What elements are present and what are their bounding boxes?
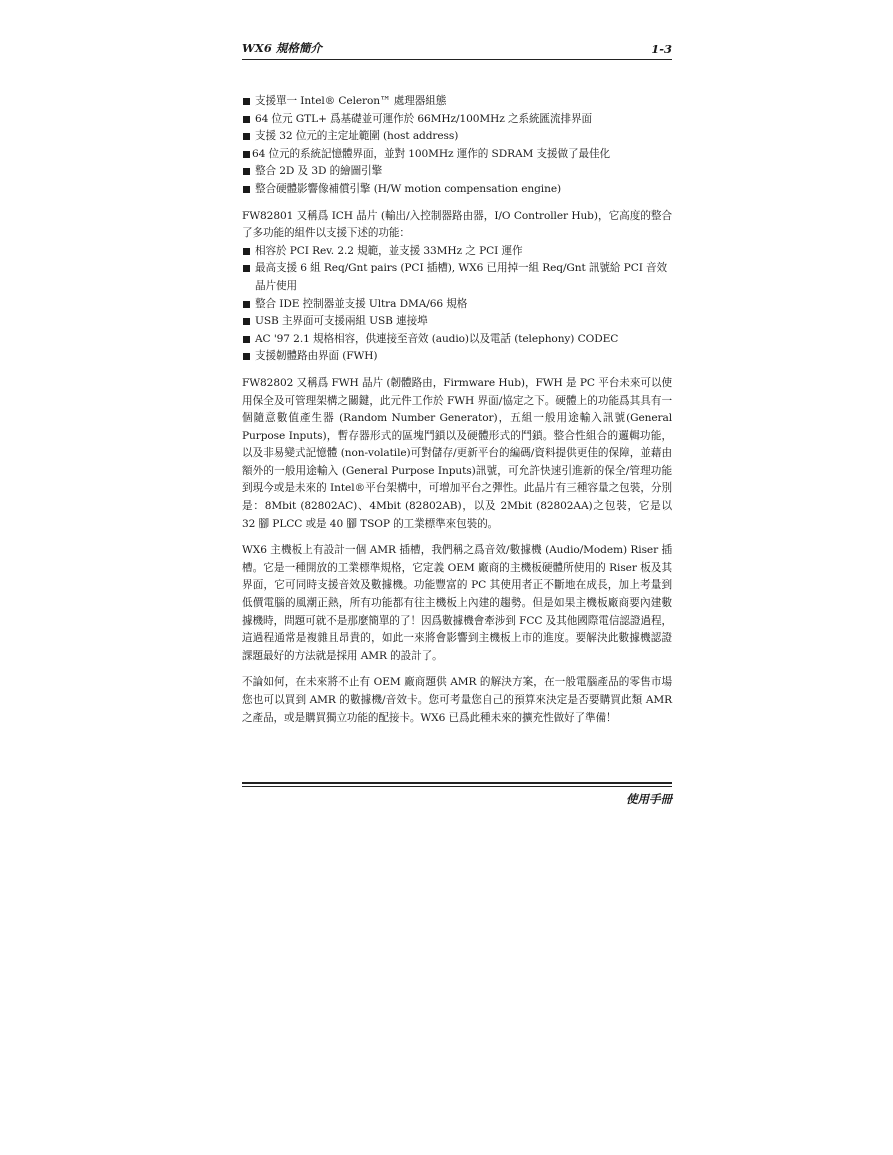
footer-label: 使用手冊 [626, 792, 672, 806]
list-item: 最高支援 6 組 Req/Gnt pairs (PCI 插槽), WX6 已用掉一組 Req/Gnt 訊號給 PCI 音效晶片使用 [242, 260, 672, 295]
list-item: 支援單一 Intel® Celeron™ 處理器組態 [242, 93, 672, 111]
feature-list-chipset [242, 93, 672, 199]
paragraph-fwh: FW82802 又稱爲 FWH 晶片 (韌體路由，Firmware Hub)，FWH 是 PC 平台未來可以使用保全及可管理架構之關鍵，此元件工作於 FWH 界面/協定之下。硬體上的功能爲其具有一個隨意數值產生器 (Random Number Generator)，五組一般用途輸入訊號(General Purpose Inputs)，暫存器形式的區塊鬥鎖以及硬體形式的鬥鎖。整合性組合的邏輯功能，以及非易變式記憶體 (non-volatile)可對儲存/更新平台的編碼/資料提供更佳的保障，並藉由額外的一般用途輸入 (General Purpose Inputs)訊號，可允許快速引進新的保全/管理功能到現今或是未來的 Intel®平台架構中，可增加平台之彈性。此晶片有三種容量之包裝，分別是：8Mbit (82802AC)、4Mbit (82802AB)，以及 2Mbit (82802AA)之包裝，它是以 32 腳 PLCC 或是 40 腳 TSOP 的工業標準來包裝的。 [242, 376, 672, 530]
feature-list-ich [242, 243, 672, 366]
list-item: 支援 32 位元的主定址範圍 (host address) [242, 128, 672, 146]
list-item: 支援韌體路由界面 (FWH) [242, 348, 672, 366]
list-item: 整合硬體影響像補償引擎 (H/W motion compensation engine) [242, 181, 672, 199]
paragraph-amr: WX6 主機板上有設計一個 AMR 插槽，我們稱之爲音效/數據機 (Audio/Modem) Riser 插槽。它是一種開放的工業標準規格，它定義 OEM 廠商的主機板硬體所使用的 Riser 板及其界面，它可同時支援音效及數據機。功能豐富的 PC 其使用者正不斷地在成長，加上考量到低價電腦的風潮正熱，所有功能都有往主機板上內建的趨勢。但是如果主機板廠商要內建數據機時，問題可就不是那麼簡單的了！因爲數據機會牽涉到 FCC 及其他國際電信認證過程，這過程通常是複雜且昂貴的，如此一來將會影響到主機板上市的進度。要解決此數據機認證課題最好的方法就是採用 AMR 的設計了。 [242, 544, 672, 662]
list-item: 整合 IDE 控制器並支援 Ultra DMA/66 規格 [242, 296, 672, 314]
footer-rule-thin [242, 786, 672, 787]
list-item: 64 位元 GTL+ 爲基礎並可運作於 66MHz/100MHz 之系統匯流排界面 [242, 111, 672, 129]
paragraph-ich-intro: FW82801 又稱爲 ICH 晶片 (輸出/入控制器路由器，I/O Controller Hub)，它高度的整合了多功能的組件以支援下述的功能： [242, 209, 672, 240]
footer-rule [242, 782, 672, 784]
paragraph-amr-market: 不論如何，在未來將不止有 OEM 廠商題供 AMR 的解決方案，在一般電腦產品的零售市場您也可以買到 AMR 的數據機/音效卡。您可考量您自己的預算來決定是否要購買此類 AMR 之產品，或是購買獨立功能的配接卡。WX6 已爲此種未來的擴充性做好了準備！ [242, 676, 672, 724]
list-item: 整合 2D 及 3D 的繪圖引擎 [242, 163, 672, 181]
header-title: WX6 規格簡介 [242, 41, 322, 55]
list-item: AC '97 2.1 規格相容，供連接至音效 (audio)以及電話 (telephony) CODEC [242, 331, 672, 349]
list-item: 64 位元的系統記憶體界面，並對 100MHz 運作的 SDRAM 支援做了最佳化 [242, 146, 672, 164]
page-header [242, 40, 672, 60]
header-page-number: 1-3 [651, 42, 672, 56]
page-content [242, 93, 672, 727]
list-item: USB 主界面可支援兩組 USB 連接埠 [242, 313, 672, 331]
page-footer [242, 782, 672, 807]
list-item: 相容於 PCI Rev. 2.2 規範，並支援 33MHz 之 PCI 運作 [242, 243, 672, 261]
page [242, 40, 672, 736]
